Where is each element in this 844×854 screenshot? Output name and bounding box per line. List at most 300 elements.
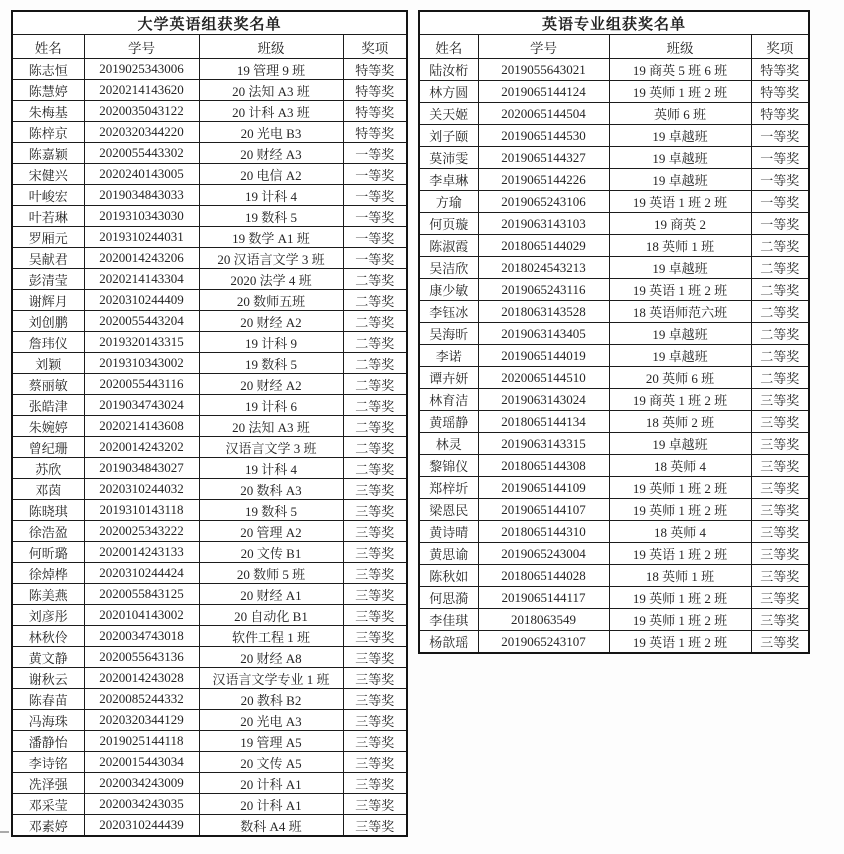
cell-class: 19 卓越班 [609,169,751,191]
cell-name: 邓茵 [12,479,84,500]
cell-student-id: 2019063143024 [478,389,609,411]
cell-award: 三等奖 [343,542,407,563]
table-row [12,416,407,437]
cell-award: 一等奖 [343,227,407,248]
cell-class: 数科 A4 班 [199,815,343,837]
cell-award: 一等奖 [343,206,407,227]
cell-student-id: 2020055443116 [84,374,199,395]
column-header-class: 班级 [609,35,751,59]
cell-student-id: 2019025144118 [84,731,199,752]
table-title-row [419,11,809,35]
table-row [12,563,407,584]
cell-award: 二等奖 [751,235,809,257]
cell-class: 20 光电 A3 [199,710,343,731]
cell-class: 18 英师 1 班 [609,235,751,257]
cell-class: 19 商英 1 班 2 班 [609,389,751,411]
cell-name: 陈秋如 [419,565,478,587]
cell-name: 林秋伶 [12,626,84,647]
table-row [12,458,407,479]
table-row [12,752,407,773]
table-row [12,101,407,122]
table-header-row [12,35,407,59]
cell-name: 苏欣 [12,458,84,479]
cell-name: 李佳琪 [419,609,478,631]
table-header-row [419,35,809,59]
cell-student-id: 2020014243206 [84,248,199,269]
cell-award: 三等奖 [343,479,407,500]
table-row [12,500,407,521]
cell-name: 刘创鹏 [12,311,84,332]
table-row [12,59,407,80]
cell-award: 特等奖 [343,59,407,80]
cell-name: 李诗铭 [12,752,84,773]
table-row [12,437,407,458]
table-row [419,81,809,103]
cell-award: 三等奖 [343,584,407,605]
table-row [419,191,809,213]
table-row [419,59,809,81]
cell-award: 二等奖 [751,301,809,323]
cell-name: 陈淑霞 [419,235,478,257]
table-row [419,433,809,455]
cell-class: 20 计科 A1 [199,794,343,815]
cell-class: 20 财经 A2 [199,311,343,332]
table-row [12,353,407,374]
cell-class: 18 英师 4 [609,521,751,543]
cell-name: 詹玮仪 [12,332,84,353]
cell-name: 陈春苗 [12,689,84,710]
cell-name: 林育洁 [419,389,478,411]
cell-student-id: 2020104143002 [84,605,199,626]
cell-class: 汉语言文学专业 1 班 [199,668,343,689]
cell-name: 陈志恒 [12,59,84,80]
table-row [419,147,809,169]
table-row [12,248,407,269]
cell-name: 郑梓圻 [419,477,478,499]
cell-award: 特等奖 [751,103,809,125]
table-row [12,269,407,290]
cell-student-id: 2019025343006 [84,59,199,80]
cell-class: 20 财经 A2 [199,374,343,395]
cell-class: 20 教科 B2 [199,689,343,710]
scan-edge-artifact [0,831,9,833]
cell-student-id: 2019310244031 [84,227,199,248]
cell-student-id: 2020310244439 [84,815,199,837]
cell-name: 潘静怡 [12,731,84,752]
cell-student-id: 2020034743018 [84,626,199,647]
table-row [419,609,809,631]
table-row [419,235,809,257]
cell-student-id: 2020065144504 [478,103,609,125]
cell-name: 朱梅基 [12,101,84,122]
cell-award: 三等奖 [751,609,809,631]
table-row [12,731,407,752]
cell-name: 李卓琳 [419,169,478,191]
cell-name: 陈慧婷 [12,80,84,101]
cell-award: 三等奖 [751,521,809,543]
table-row [419,565,809,587]
table-row [12,668,407,689]
cell-award: 二等奖 [343,353,407,374]
cell-student-id: 2018065144028 [478,565,609,587]
cell-class: 19 管理 A5 [199,731,343,752]
cell-class: 20 计科 A1 [199,773,343,794]
table-row [419,125,809,147]
cell-class: 19 英师 1 班 2 班 [609,609,751,631]
cell-student-id: 2019065243106 [478,191,609,213]
cell-class: 20 计科 A3 班 [199,101,343,122]
table-row [419,301,809,323]
cell-student-id: 2020055443302 [84,143,199,164]
cell-student-id: 2020310244409 [84,290,199,311]
cell-award: 一等奖 [343,248,407,269]
cell-class: 19 卓越班 [609,147,751,169]
cell-class: 20 文传 A5 [199,752,343,773]
cell-name: 陈嘉颖 [12,143,84,164]
cell-name: 康少敏 [419,279,478,301]
cell-class: 19 卓越班 [609,433,751,455]
table-row [12,290,407,311]
table-row [419,587,809,609]
cell-name: 吴洁欣 [419,257,478,279]
cell-student-id: 2019034843033 [84,185,199,206]
cell-name: 谭卉妍 [419,367,478,389]
cell-award: 二等奖 [343,416,407,437]
table-row [419,169,809,191]
cell-award: 三等奖 [751,433,809,455]
table-row [12,521,407,542]
cell-award: 二等奖 [343,437,407,458]
cell-student-id: 2020214143304 [84,269,199,290]
cell-award: 特等奖 [751,81,809,103]
table-row [12,374,407,395]
cell-class: 19 卓越班 [609,257,751,279]
table-row [12,227,407,248]
table-row [419,499,809,521]
cell-class: 19 英师 1 班 2 班 [609,587,751,609]
cell-class: 20 汉语言文学 3 班 [199,248,343,269]
cell-student-id: 2018065144134 [478,411,609,433]
cell-award: 三等奖 [751,477,809,499]
table-row [12,164,407,185]
cell-class: 19 英语 1 班 2 班 [609,631,751,654]
cell-name: 陆汝桁 [419,59,478,81]
table-row [419,103,809,125]
cell-student-id: 2019065144124 [478,81,609,103]
cell-student-id: 2019065243107 [478,631,609,654]
cell-award: 三等奖 [751,631,809,654]
table-row [12,185,407,206]
cell-class: 20 自动化 B1 [199,605,343,626]
cell-student-id: 2018065144029 [478,235,609,257]
cell-student-id: 2019065243004 [478,543,609,565]
cell-student-id: 2020055843125 [84,584,199,605]
cell-class: 18 英语师范六班 [609,301,751,323]
table-row [12,605,407,626]
table-row [419,323,809,345]
cell-name: 杨歆瑶 [419,631,478,654]
cell-class: 20 财经 A1 [199,584,343,605]
cell-student-id: 2018024543213 [478,257,609,279]
cell-class: 19 计科 6 [199,395,343,416]
cell-award: 一等奖 [343,185,407,206]
cell-student-id: 2020065144510 [478,367,609,389]
cell-award: 一等奖 [751,169,809,191]
cell-student-id: 2019065144107 [478,499,609,521]
cell-student-id: 2018063549 [478,609,609,631]
cell-name: 陈美燕 [12,584,84,605]
cell-name: 徐焯桦 [12,563,84,584]
cell-class: 19 商英 5 班 6 班 [609,59,751,81]
table-row [12,773,407,794]
cell-name: 吴海昕 [419,323,478,345]
cell-student-id: 2019320143315 [84,332,199,353]
cell-student-id: 2020014243202 [84,437,199,458]
cell-student-id: 2020055443204 [84,311,199,332]
cell-class: 20 财经 A3 [199,143,343,164]
cell-class: 18 英师 4 [609,455,751,477]
cell-name: 黄思谕 [419,543,478,565]
table-row [12,80,407,101]
cell-class: 18 英师 1 班 [609,565,751,587]
table-row [12,542,407,563]
cell-student-id: 2020320344220 [84,122,199,143]
table-row [12,143,407,164]
cell-class: 19 计科 9 [199,332,343,353]
table-row [419,279,809,301]
table-row [419,389,809,411]
cell-student-id: 2020214143620 [84,80,199,101]
cell-class: 20 光电 B3 [199,122,343,143]
column-header-award: 奖项 [343,35,407,59]
cell-class: 20 管理 A2 [199,521,343,542]
table-body [12,59,407,837]
table-row [419,213,809,235]
cell-award: 二等奖 [751,323,809,345]
english-major-group-table [418,10,810,654]
cell-name: 何昕璐 [12,542,84,563]
cell-class: 汉语言文学 3 班 [199,437,343,458]
cell-award: 特等奖 [343,122,407,143]
cell-award: 三等奖 [751,455,809,477]
cell-award: 二等奖 [343,332,407,353]
cell-class: 20 法知 A3 班 [199,80,343,101]
table-row [12,626,407,647]
table-row [419,521,809,543]
cell-student-id: 2019063143103 [478,213,609,235]
cell-award: 三等奖 [343,605,407,626]
table-row [12,584,407,605]
cell-student-id: 2020035043122 [84,101,199,122]
cell-name: 朱婉婷 [12,416,84,437]
cell-name: 谢秋云 [12,668,84,689]
cell-name: 徐浩盈 [12,521,84,542]
cell-class: 20 英师 6 班 [609,367,751,389]
table-row [12,311,407,332]
cell-award: 三等奖 [343,521,407,542]
cell-name: 林灵 [419,433,478,455]
cell-class: 18 英师 2 班 [609,411,751,433]
cell-award: 三等奖 [343,689,407,710]
cell-student-id: 2020034243009 [84,773,199,794]
cell-student-id: 2018063143528 [478,301,609,323]
cell-award: 三等奖 [751,587,809,609]
cell-name: 梁恩民 [419,499,478,521]
cell-name: 何页璇 [419,213,478,235]
cell-award: 二等奖 [343,374,407,395]
cell-name: 蔡丽敏 [12,374,84,395]
cell-name: 黄瑶静 [419,411,478,433]
cell-class: 19 计科 4 [199,458,343,479]
cell-student-id: 2018065144310 [478,521,609,543]
table-row [419,367,809,389]
cell-name: 林方圆 [419,81,478,103]
cell-class: 20 电信 A2 [199,164,343,185]
cell-class: 19 英师 1 班 2 班 [609,499,751,521]
cell-name: 宋健兴 [12,164,84,185]
cell-name: 关天姬 [419,103,478,125]
table-body [419,59,809,654]
cell-class: 20 法知 A3 班 [199,416,343,437]
cell-award: 三等奖 [751,499,809,521]
cell-student-id: 2020214143608 [84,416,199,437]
cell-class: 19 英师 1 班 2 班 [609,477,751,499]
table-row [12,647,407,668]
table-row [12,332,407,353]
cell-name: 黄诗晴 [419,521,478,543]
cell-student-id: 2019065243116 [478,279,609,301]
cell-name: 叶峻宏 [12,185,84,206]
column-header-name: 姓名 [12,35,84,59]
cell-award: 二等奖 [751,279,809,301]
cell-class: 19 管理 9 班 [199,59,343,80]
cell-award: 二等奖 [343,311,407,332]
cell-name: 陈梓京 [12,122,84,143]
cell-name: 冯海珠 [12,710,84,731]
cell-student-id: 2019034743024 [84,395,199,416]
table-row [419,257,809,279]
cell-award: 三等奖 [751,565,809,587]
cell-award: 三等奖 [343,563,407,584]
cell-award: 二等奖 [343,458,407,479]
cell-award: 一等奖 [343,143,407,164]
cell-award: 三等奖 [343,626,407,647]
cell-award: 三等奖 [343,731,407,752]
cell-student-id: 2019065144109 [478,477,609,499]
cell-student-id: 2020025343222 [84,521,199,542]
cell-award: 特等奖 [751,59,809,81]
cell-class: 19 卓越班 [609,323,751,345]
table-row [419,543,809,565]
cell-student-id: 2020320344129 [84,710,199,731]
cell-name: 方瑜 [419,191,478,213]
cell-class: 19 英语 1 班 2 班 [609,191,751,213]
cell-student-id: 2019065144117 [478,587,609,609]
cell-class: 软件工程 1 班 [199,626,343,647]
cell-award: 一等奖 [751,213,809,235]
cell-student-id: 2020015443034 [84,752,199,773]
cell-award: 二等奖 [751,367,809,389]
cell-name: 黄文静 [12,647,84,668]
cell-class: 20 数师 5 班 [199,563,343,584]
cell-student-id: 2020014243028 [84,668,199,689]
table-row [419,631,809,654]
cell-student-id: 2019034843027 [84,458,199,479]
cell-name: 陈晓琪 [12,500,84,521]
cell-student-id: 2019055643021 [478,59,609,81]
cell-award: 二等奖 [751,345,809,367]
cell-student-id: 2020034243035 [84,794,199,815]
cell-name: 何思漪 [419,587,478,609]
cell-award: 三等奖 [343,815,407,837]
table-row [419,477,809,499]
column-header-name: 姓名 [419,35,478,59]
cell-class: 19 数学 A1 班 [199,227,343,248]
cell-name: 刘彦彤 [12,605,84,626]
table-row [12,206,407,227]
cell-student-id: 2020310244032 [84,479,199,500]
cell-award: 特等奖 [343,101,407,122]
cell-award: 二等奖 [343,395,407,416]
cell-award: 三等奖 [751,543,809,565]
cell-student-id: 2019065144019 [478,345,609,367]
table-row [419,345,809,367]
cell-name: 罗厢元 [12,227,84,248]
cell-award: 一等奖 [751,147,809,169]
cell-name: 叶若琳 [12,206,84,227]
cell-student-id: 2019310143118 [84,500,199,521]
cell-award: 三等奖 [343,500,407,521]
cell-student-id: 2020240143005 [84,164,199,185]
table-row [12,794,407,815]
cell-class: 20 文传 B1 [199,542,343,563]
cell-award: 三等奖 [343,668,407,689]
cell-student-id: 2019065144327 [478,147,609,169]
column-header-class: 班级 [199,35,343,59]
cell-student-id: 2019065144226 [478,169,609,191]
cell-student-id: 2019065144530 [478,125,609,147]
cell-student-id: 2020055643136 [84,647,199,668]
cell-name: 黎锦仪 [419,455,478,477]
cell-class: 20 财经 A8 [199,647,343,668]
cell-class: 19 计科 4 [199,185,343,206]
cell-award: 二等奖 [343,269,407,290]
cell-award: 一等奖 [751,191,809,213]
table-row [12,710,407,731]
cell-award: 二等奖 [751,257,809,279]
cell-name: 曾纪珊 [12,437,84,458]
cell-award: 三等奖 [343,794,407,815]
cell-name: 李诺 [419,345,478,367]
column-header-award: 奖项 [751,35,809,59]
cell-name: 谢辉月 [12,290,84,311]
table-row [12,395,407,416]
cell-student-id: 2018065144308 [478,455,609,477]
university-english-group-table [11,10,408,837]
cell-award: 三等奖 [343,773,407,794]
cell-name: 冼泽强 [12,773,84,794]
cell-class: 19 卓越班 [609,345,751,367]
cell-class: 19 数科 5 [199,500,343,521]
cell-student-id: 2019063143405 [478,323,609,345]
cell-class: 2020 法学 4 班 [199,269,343,290]
cell-student-id: 2020085244332 [84,689,199,710]
table-row [419,455,809,477]
cell-student-id: 2019310343030 [84,206,199,227]
column-header-student-id: 学号 [478,35,609,59]
cell-student-id: 2020014243133 [84,542,199,563]
cell-name: 吴献君 [12,248,84,269]
